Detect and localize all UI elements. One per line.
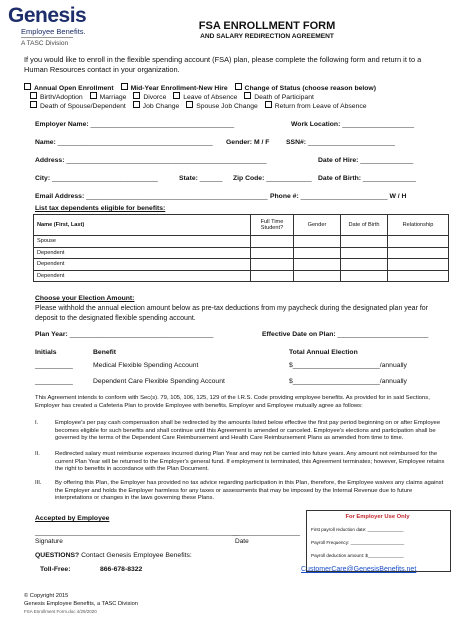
date-line[interactable]: __________________ — [232, 529, 301, 536]
payroll-deduction-field[interactable]: Payroll deduction amount: $______________ — [311, 553, 404, 558]
checkbox-box[interactable] — [244, 92, 251, 99]
form-subtitle: AND SALARY REDIRECTION AGREEMENT — [200, 33, 334, 40]
dependent-care-fsa-label: Dependent Care Flexible Spending Account — [93, 378, 225, 385]
gender-field[interactable]: Gender: M / F — [226, 139, 270, 146]
dependent-care-initials-field[interactable]: __________ — [35, 378, 73, 385]
total-election-header: Total Annual Election — [289, 349, 358, 356]
election-text: Please withhold the annual election amount below as pre-tax deductions from my paycheck during the designated plan year for deposit to the designated flexible spending account. — [35, 305, 429, 322]
state-field[interactable]: State: ______ — [179, 175, 223, 182]
agreement-num-1: I. — [35, 420, 39, 426]
city-field[interactable]: City: ____________________________ — [35, 175, 158, 182]
table-cell[interactable] — [388, 270, 449, 282]
copyright: © Copyright 2015 — [24, 593, 69, 599]
footer-company: Genesis Employee Benefits, a TASC Division — [24, 601, 138, 607]
benefit-header: Benefit — [93, 349, 117, 356]
row-label: Dependent — [34, 259, 251, 271]
intro-text: If you would like to enroll in the flexible spending account (FSA) plan, please complete the following form and return it to a Human Resources contact in your organization. — [24, 55, 422, 74]
checkbox-return-leave[interactable]: Return from Leave of Absence — [265, 103, 367, 110]
agreement-item-1: Employee's per pay cash compensation shall be redirected by the amounts listed below effective the first pay period beginning on or after Employee becomes eligible for such benefits and shall continue until this Agreement is amended or canceled. Employee's elections and participation shall be governed by the terms of the Dependent Care Reimbursement and Health Care Reimbursement Plans as amended from time to time. — [55, 420, 441, 442]
election-heading: Choose your Election Amount: — [35, 295, 135, 302]
dependents-heading: List tax dependents eligible for benefits: — [35, 205, 166, 212]
effective-date-field[interactable]: Effective Date on Plan: ________________________ — [262, 331, 429, 338]
col-student: Full Time Student? — [251, 215, 294, 236]
table-cell[interactable] — [251, 259, 294, 271]
initials-header: Initials — [35, 349, 57, 356]
checkbox-box[interactable] — [30, 92, 37, 99]
checkbox-job-change[interactable]: Job Change — [133, 103, 180, 110]
checkbox-box[interactable] — [133, 92, 140, 99]
checkbox-box[interactable] — [186, 101, 193, 108]
ssn-field[interactable]: SSN#: _______________________ — [286, 139, 395, 146]
checkbox-box[interactable] — [30, 101, 37, 108]
checkbox-box[interactable] — [90, 92, 97, 99]
enrollment-row-3 — [30, 101, 372, 111]
checkbox-box[interactable] — [121, 83, 128, 90]
tollfree-number[interactable]: 866-678-8322 — [100, 566, 143, 573]
zip-field[interactable]: Zip Code: ____________ — [233, 175, 312, 182]
work-location-field[interactable]: Work Location: ___________________ — [291, 121, 415, 128]
form-title: FSA ENROLLMENT FORM — [198, 20, 336, 32]
agreement-intro: This Agreement intends to conform with Sec(s). 79, 105, 106, 125, 129 of the I.R.S. Code providing employee benefits. As provided for in said Sections, Employer has created a Cafeteria Plan to provide Employee with benefits. Employer and Employee mutually agree as follows: — [35, 395, 430, 409]
customer-care-email-link[interactable]: CustomerCare@GenesisBenefits.net — [301, 566, 417, 573]
agreement-item-3: By offering this Plan, the Employer has provided no tax advice regarding participation in this Plan, therefore, the Employee waives any claims against the Employer and holds the Employer harmless for any taxes or assessments that may be imposed by the Internal Revenue due to future interpretations or changes in the laws governing these Plans. — [55, 480, 444, 502]
checkbox-box[interactable] — [265, 101, 272, 108]
agreement-num-3: III. — [35, 480, 42, 486]
agreement-num-2: II. — [35, 451, 40, 457]
table-cell[interactable] — [294, 247, 341, 259]
logo-division: A TASC Division — [21, 40, 69, 47]
dependent-care-amount-field[interactable]: $_______________________/annually — [289, 378, 407, 385]
checkbox-divorce[interactable]: Divorce — [133, 94, 166, 101]
table-cell[interactable] — [388, 259, 449, 271]
table-cell[interactable] — [294, 259, 341, 271]
tollfree-label: Toll-Free: — [40, 566, 71, 573]
payroll-frequency-field[interactable]: Payroll Frequency: _____________________ — [311, 540, 405, 545]
table-cell[interactable] — [341, 270, 388, 282]
table-row[interactable] — [34, 236, 449, 248]
plan-year-field[interactable]: Plan Year: ______________________________________ — [35, 331, 214, 338]
address-field[interactable]: Address: _____________________________________________________ — [35, 157, 267, 164]
checkbox-box[interactable] — [133, 101, 140, 108]
checkbox-spouse-job-change[interactable]: Spouse Job Change — [186, 103, 258, 110]
table-cell[interactable] — [294, 236, 341, 248]
footer-doc-id: FSA Enrollment Form.doc 4/29/2020 — [24, 609, 97, 614]
dependents-table — [33, 214, 449, 282]
checkbox-box[interactable] — [235, 83, 242, 90]
employer-name-field[interactable]: Employer Name: ______________________________________ — [35, 121, 235, 128]
first-payroll-field[interactable]: First payroll reduction date: ______________ — [311, 527, 404, 532]
date-label: Date — [235, 538, 249, 545]
phone-field[interactable]: Phone #: _______________________ W / H — [270, 193, 407, 200]
checkbox-leave-of-absence[interactable]: Leave of Absence — [173, 94, 237, 101]
checkbox-birth-adoption[interactable]: Birth/Adoption — [30, 94, 83, 101]
checkbox-death-spouse[interactable]: Death of Spouse/Dependent — [30, 103, 126, 110]
table-cell[interactable] — [341, 247, 388, 259]
questions-line: QUESTIONS? Contact Genesis Employee Benefits: — [35, 552, 192, 559]
checkbox-annual-open[interactable]: Annual Open Enrollment — [24, 85, 114, 92]
signature-label: Signature — [35, 538, 63, 545]
medical-initials-field[interactable]: __________ — [35, 362, 73, 369]
name-field[interactable]: Name: _________________________________________ — [35, 139, 213, 146]
row-label: Dependent — [34, 247, 251, 259]
table-cell[interactable] — [251, 236, 294, 248]
table-header-row — [34, 215, 449, 236]
dob-field[interactable]: Date of Birth: ______________ — [318, 175, 416, 182]
table-row[interactable] — [34, 270, 449, 282]
medical-amount-field[interactable]: $_______________________/annually — [289, 362, 407, 369]
logo-tagline: Employee Benefits. — [21, 27, 86, 36]
checkbox-box[interactable] — [173, 92, 180, 99]
employer-use-title: For Employer Use Only — [345, 514, 410, 520]
table-cell[interactable] — [251, 247, 294, 259]
table-cell[interactable] — [294, 270, 341, 282]
checkbox-box[interactable] — [24, 83, 31, 90]
checkbox-marriage[interactable]: Marriage — [90, 94, 127, 101]
agreement-item-2: Redirected salary must reimburse expenses incurred during Plan Year and may not be carried into future years. Any amount not reimbursed for the current Plan Year will be returned to the Employer's general fund. If employment is terminated, this Agreement terminates; however, Employee retains the right to benefits in accordance with the Plan Document. — [55, 451, 445, 473]
table-cell[interactable] — [251, 270, 294, 282]
table-cell[interactable] — [388, 247, 449, 259]
email-field[interactable]: Email Address: ________________________________________________ — [35, 193, 268, 200]
company-logo: Genesis — [8, 4, 87, 27]
checkbox-change-status[interactable]: Change of Status (choose reason below) — [235, 85, 376, 92]
col-relationship: Relationship — [388, 215, 449, 236]
row-label: Spouse — [34, 236, 251, 248]
table-cell[interactable] — [341, 236, 388, 248]
table-row[interactable] — [34, 247, 449, 259]
medical-fsa-label: Medical Flexible Spending Account — [93, 362, 199, 369]
checkbox-death-participant[interactable]: Death of Participant — [244, 94, 314, 101]
accepted-heading: Accepted by Employee — [35, 515, 110, 522]
table-cell[interactable] — [388, 236, 449, 248]
row-label: Dependent — [34, 270, 251, 282]
date-of-hire-field[interactable]: Date of Hire: ______________ — [318, 157, 414, 164]
checkbox-mid-year[interactable]: Mid-Year Enrollment-New Hire — [121, 85, 228, 92]
table-row[interactable] — [34, 259, 449, 271]
col-name: Name (First, Last) — [34, 215, 251, 236]
signature-line[interactable]: ______________________________________________________ — [35, 529, 240, 536]
table-cell[interactable] — [341, 259, 388, 271]
col-dob: Date of Birth — [341, 215, 388, 236]
col-gender: Gender — [294, 215, 341, 236]
